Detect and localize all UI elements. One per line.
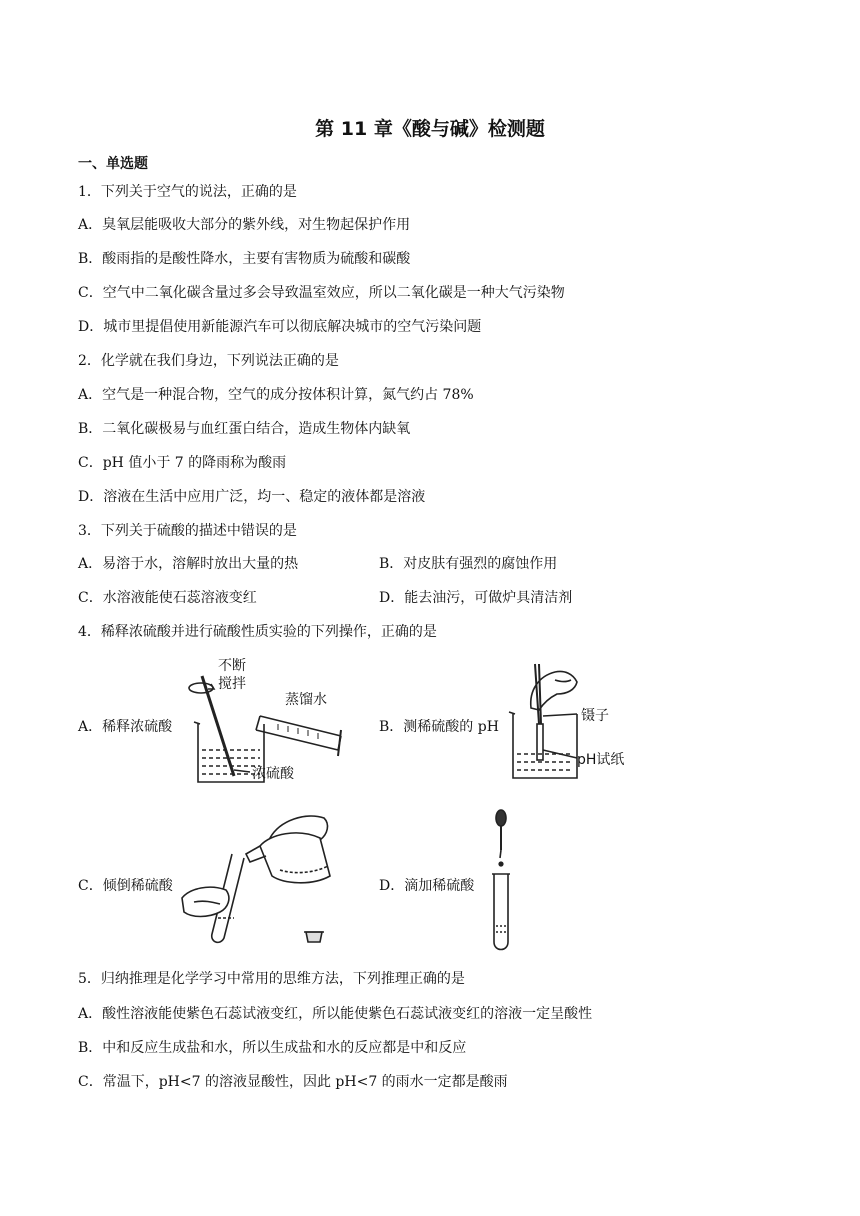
figure-dropper — [490, 808, 520, 952]
figure-pour-acid — [180, 808, 340, 948]
q3-option-b: B．对皮肤有强烈的腐蚀作用 — [379, 556, 558, 572]
q4-option-a: A．稀释浓硫酸 — [78, 719, 173, 735]
q5-stem: 5．归纳推理是化学学习中常用的思维方法，下列推理正确的是 — [78, 971, 465, 987]
label-stir-1: 不断 — [218, 658, 246, 674]
q2-option-c: C．pH 值小于 7 的降雨称为酸雨 — [78, 455, 287, 471]
q4-option-d: D．滴加稀硫酸 — [379, 878, 475, 894]
q4-option-b: B．测稀硫酸的 pH — [379, 719, 499, 735]
q4-stem: 4．稀释浓硫酸并进行硫酸性质实验的下列操作，正确的是 — [78, 624, 437, 640]
q2-option-d: D．溶液在生活中应用广泛，均一、稳定的液体都是溶液 — [78, 489, 426, 505]
q3-option-d: D．能去油污，可做炉具清洁剂 — [379, 590, 573, 606]
q5-option-c: C．常温下，pH<7 的溶液显酸性，因此 pH<7 的雨水一定都是酸雨 — [78, 1074, 508, 1090]
q1-option-b: B．酸雨指的是酸性降水，主要有害物质为硫酸和碳酸 — [78, 251, 411, 267]
q5-option-a: A．酸性溶液能使紫色石蕊试液变红，所以能使紫色石蕊试液变红的溶液一定呈酸性 — [78, 1006, 593, 1022]
q2-stem: 2．化学就在我们身边，下列说法正确的是 — [78, 353, 339, 369]
q3-option-a: A．易溶于水，溶解时放出大量的热 — [78, 556, 299, 572]
label-ph-paper: pH试纸 — [577, 752, 625, 768]
q1-option-c: C．空气中二氧化碳含量过多会导致温室效应，所以二氧化碳是一种大气污染物 — [78, 285, 565, 301]
q1-option-d: D．城市里提倡使用新能源汽车可以彻底解决城市的空气污染问题 — [78, 319, 482, 335]
q2-option-b: B．二氧化碳极易与血红蛋白结合，造成生物体内缺氧 — [78, 421, 411, 437]
q3-stem: 3．下列关于硫酸的描述中错误的是 — [78, 523, 297, 539]
label-conc-acid: 浓硫酸 — [252, 766, 294, 782]
page-title: 第 11 章《酸与碱》检测题 — [315, 118, 545, 140]
label-distilled-water: 蒸馏水 — [285, 692, 327, 708]
q1-option-a: A．臭氧层能吸收大部分的紫外线，对生物起保护作用 — [78, 217, 411, 233]
figure-dilute-acid — [178, 658, 348, 788]
label-tweezers: 镊子 — [581, 708, 609, 724]
q1-stem: 1．下列关于空气的说法，正确的是 — [78, 184, 297, 200]
q3-option-c: C．水溶液能使石蕊溶液变红 — [78, 590, 257, 606]
figure-measure-ph — [505, 660, 635, 785]
q4-option-c: C．倾倒稀硫酸 — [78, 878, 173, 894]
q5-option-b: B．中和反应生成盐和水，所以生成盐和水的反应都是中和反应 — [78, 1040, 467, 1056]
label-stir-2: 搅拌 — [218, 676, 246, 692]
q2-option-a: A．空气是一种混合物，空气的成分按体积计算，氮气约占 78% — [78, 387, 474, 403]
section-heading: 一、单选题 — [78, 156, 148, 172]
